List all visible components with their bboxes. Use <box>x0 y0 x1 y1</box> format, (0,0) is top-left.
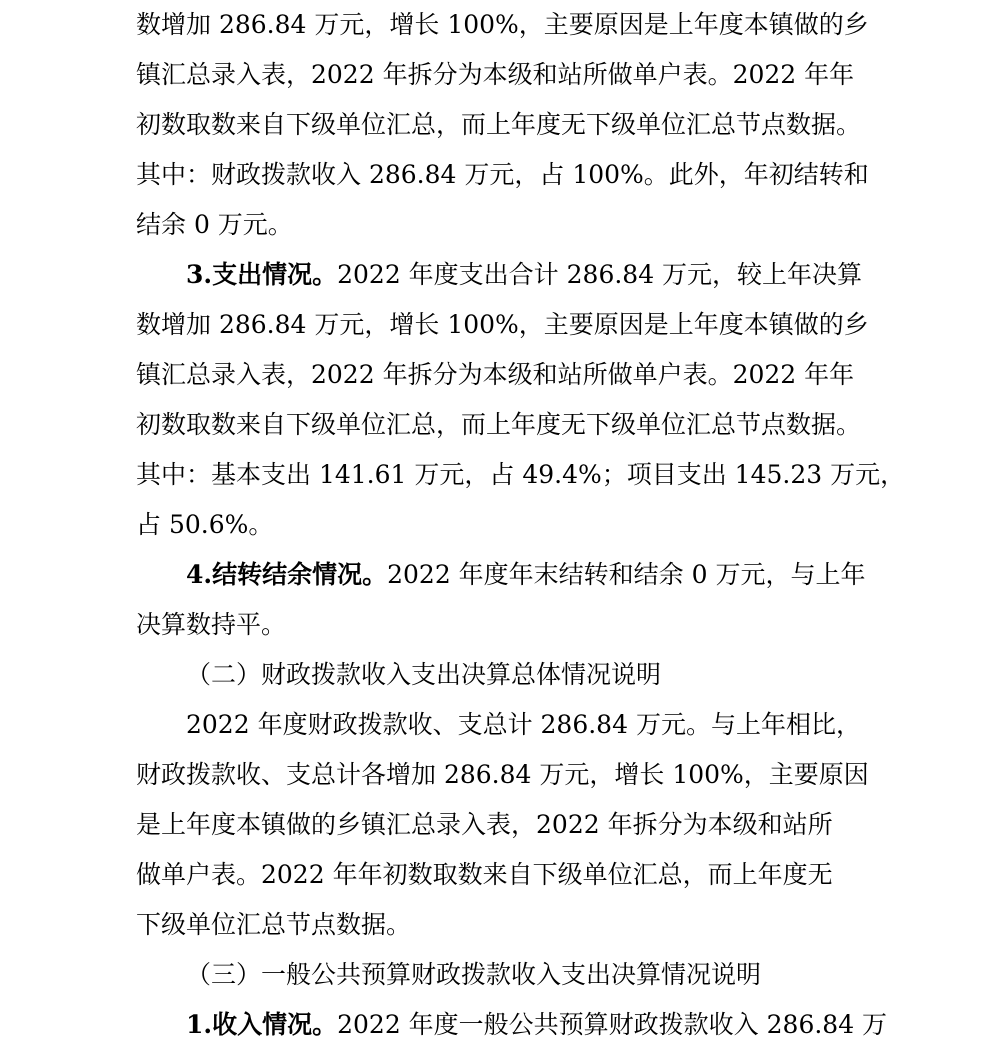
expense-first-line-text: 2022 年度支出合计 286.84 万元，较上年决算 <box>337 260 863 289</box>
paragraph-line: 财政拨款收、支总计各增加 286.84 万元，增长 100%，主要原因 <box>136 760 869 789</box>
paragraph-line: 2022 年度财政拨款收、支总计 286.84 万元。与上年相比， <box>186 710 861 739</box>
paragraph-line: 其中：财政拨款收入 286.84 万元，占 100%。此外，年初结转和 <box>136 160 869 189</box>
expense-paragraph-first-line <box>186 250 862 300</box>
paragraph-line: 结余 0 万元。 <box>136 210 293 239</box>
paragraph-line: 做单户表。2022 年年初数取数来自下级单位汇总，而上年度无 <box>136 860 833 889</box>
paragraph-line: 下级单位汇总节点数据。 <box>136 910 412 939</box>
paragraph-line: 数增加 286.84 万元，增长 100%，主要原因是上年度本镇做的乡 <box>136 310 869 339</box>
expense-heading: 3.支出情况。 <box>186 260 338 289</box>
section-3-title: （三）一般公共预算财政拨款收入支出决算情况说明 <box>186 960 762 989</box>
income-heading: 1.收入情况。 <box>186 1010 338 1039</box>
paragraph-line: 数增加 286.84 万元，增长 100%，主要原因是上年度本镇做的乡 <box>136 10 869 39</box>
carryover-paragraph-first-line <box>186 550 865 600</box>
carryover-heading: 4.结转结余情况。 <box>186 560 388 589</box>
paragraph-line: 其中：基本支出 141.61 万元，占 49.4%；项目支出 145.23 万元， <box>136 460 906 489</box>
paragraph-line: 初数取数来自下级单位汇总，而上年度无下级单位汇总节点数据。 <box>136 410 862 439</box>
income-first-line-text: 2022 年度一般公共预算财政拨款收入 286.84 万 <box>337 1010 888 1039</box>
paragraph-line: 镇汇总录入表，2022 年拆分为本级和站所做单户表。2022 年年 <box>136 360 855 389</box>
paragraph-line: 决算数持平。 <box>136 610 287 639</box>
section-2-title: （二）财政拨款收入支出决算总体情况说明 <box>186 660 662 689</box>
carryover-first-line-text: 2022 年度年末结转和结余 0 万元，与上年 <box>387 560 866 589</box>
paragraph-line: 是上年度本镇做的乡镇汇总录入表，2022 年拆分为本级和站所 <box>136 810 833 839</box>
income-paragraph-first-line <box>186 1000 887 1043</box>
paragraph-line: 占 50.6%。 <box>136 510 274 539</box>
paragraph-line: 镇汇总录入表，2022 年拆分为本级和站所做单户表。2022 年年 <box>136 60 855 89</box>
paragraph-line: 初数取数来自下级单位汇总，而上年度无下级单位汇总节点数据。 <box>136 110 862 139</box>
